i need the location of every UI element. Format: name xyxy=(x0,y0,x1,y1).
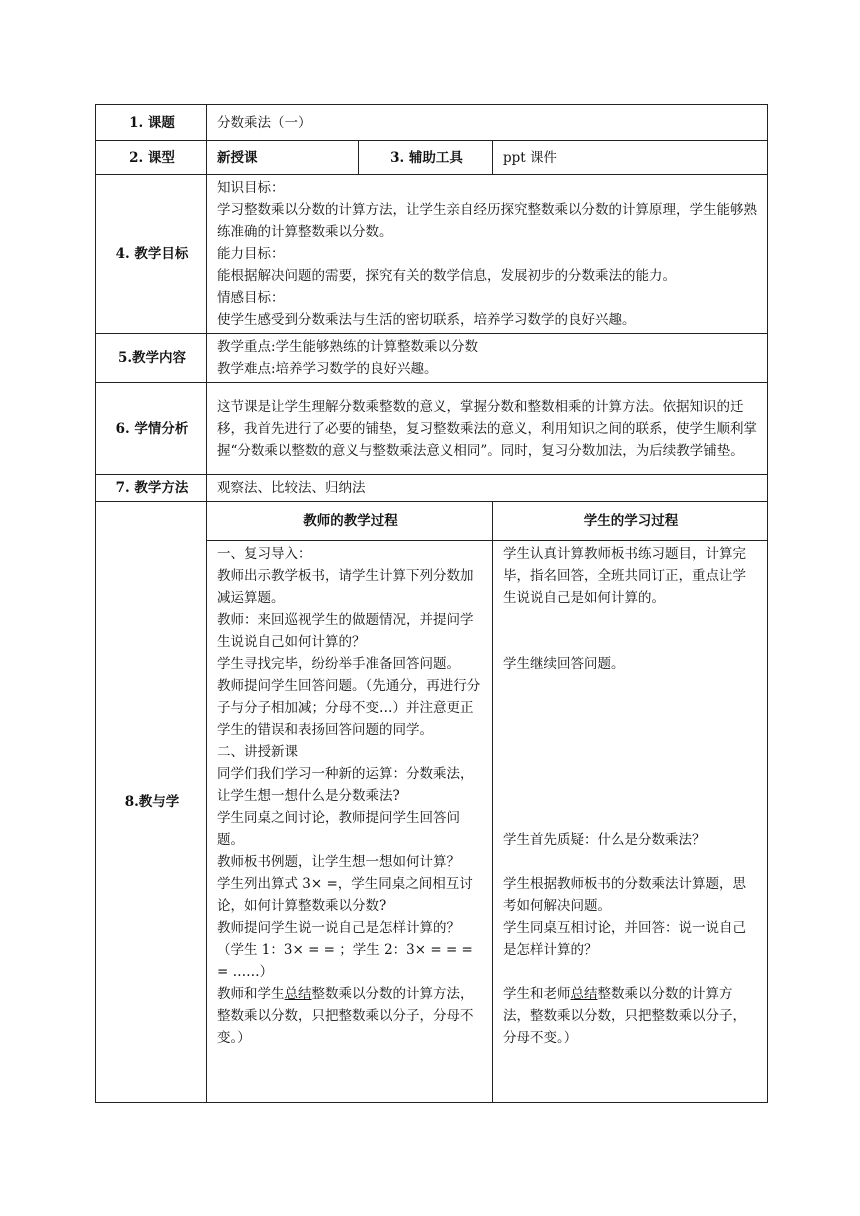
teacher-summary xyxy=(217,983,484,1049)
teacher-summary-post: 整数乘以分数的计算方法，整数乘以分数，只把整数乘以分子，分母不变。） xyxy=(217,986,474,1046)
student-process-cell xyxy=(493,541,768,1103)
method-value: 观察法、比较法、归纳法 xyxy=(207,475,768,502)
teach-label: 8.教与学 xyxy=(96,502,207,1103)
tools-value: ppt 课件 xyxy=(493,141,768,175)
row-goals xyxy=(96,175,768,334)
title-value: 分数乘法（一） xyxy=(207,105,768,141)
student-summary-post: 整数乘以分数的计算方法，整数乘以分数，只把整数乘以分子，分母不变。） xyxy=(503,986,746,1046)
row-analysis xyxy=(96,383,768,475)
teacher-summary-underlined: 总结 xyxy=(284,986,312,1002)
row-content xyxy=(96,334,768,383)
teacher-process-text: 一、复习导入： 教师出示教学板书，请学生计算下列分数加减运算题。 教师：来回巡视学生的做题情况，并提问学生说说自己如何计算的？ 学生寻找完毕，纷纷举手准备回答问题。 教师提问学生回答问题。（先通分，再进行分子与分子相加减；分母不变…）并注意更正学生的错误和表扬回答问题的同学。 二、讲授新课 同学们我们学习一种新的运算：分数乘法，让学生想一想什么是分数乘法? 学生同桌之间讨论，教师提问学生回答问题。 教师板书例题，让学生想一想如何计算？ 学生列出算式 3× =，学生同桌之间相互讨论，如何计算整数乘以分数? 教师提问学生说一说自己是怎样计算的？ （学生 1：3× = = ；学生 2：3× = = = = ……） xyxy=(217,546,481,980)
lesson-plan-table xyxy=(95,104,768,1103)
teacher-process-header: 教师的教学过程 xyxy=(207,502,493,541)
student-process-header: 学生的学习过程 xyxy=(493,502,768,541)
row-title xyxy=(96,105,768,141)
type-value: 新授课 xyxy=(207,141,359,175)
student-summary xyxy=(503,983,759,1049)
student-summary-underlined: 总结 xyxy=(570,986,598,1002)
title-label: 1. 课题 xyxy=(96,105,207,141)
goals-label: 4. 教学目标 xyxy=(96,175,207,334)
teacher-summary-pre: 教师和学生 xyxy=(217,986,285,1002)
analysis-text: 这节课是让学生理解分数乘整数的意义，掌握分数和整数相乘的计算方法。依据知识的迁移，我首先进行了必要的铺垫，复习整数乘法的意义，利用知识之间的联系，使学生顺利掌握“分数乘以整数的意义与整数乘法意义相同”。同时，复习分数加法，为后续教学铺垫。 xyxy=(207,383,768,475)
teacher-process-cell xyxy=(207,541,493,1103)
type-label: 2. 课型 xyxy=(96,141,207,175)
row-method xyxy=(96,475,768,502)
content-label: 5.教学内容 xyxy=(96,334,207,383)
student-paragraph-3: 学生首先质疑：什么是分数乘法？ xyxy=(503,832,706,848)
content-text: 教学重点:学生能够熟练的计算整数乘以分数 教学难点:培养学习数学的良好兴趣。 xyxy=(207,334,768,383)
goals-text: 知识目标： 学习整数乘以分数的计算方法，让学生亲自经历探究整数乘以分数的计算原理，学生能够熟练准确的计算整数乘以分数。 能力目标： 能根据解决问题的需要，探究有关的数学信息，发展初步的分数乘法的能力。 情感目标： 使学生感受到分数乘法与生活的密切联系，培养学习数学的良好兴趣。 xyxy=(207,175,768,334)
student-summary-pre: 学生和老师 xyxy=(503,986,571,1002)
row-type xyxy=(96,141,768,175)
student-paragraph-4: 学生根据教师板书的分数乘法计算题，思考如何解决问题。 学生同桌互相讨论，并回答：说一说自己是怎样计算的？ xyxy=(503,876,746,958)
row-teach-header xyxy=(96,502,768,541)
student-paragraph-2: 学生继续回答问题。 xyxy=(503,656,625,672)
tools-label: 3. 辅助工具 xyxy=(359,141,493,175)
method-label: 7. 教学方法 xyxy=(96,475,207,502)
analysis-label: 6. 学情分析 xyxy=(96,383,207,475)
student-paragraph-1: 学生认真计算教师板书练习题目，计算完毕，指名回答，全班共同订正，重点让学生说说自己是如何计算的。 xyxy=(503,546,746,606)
